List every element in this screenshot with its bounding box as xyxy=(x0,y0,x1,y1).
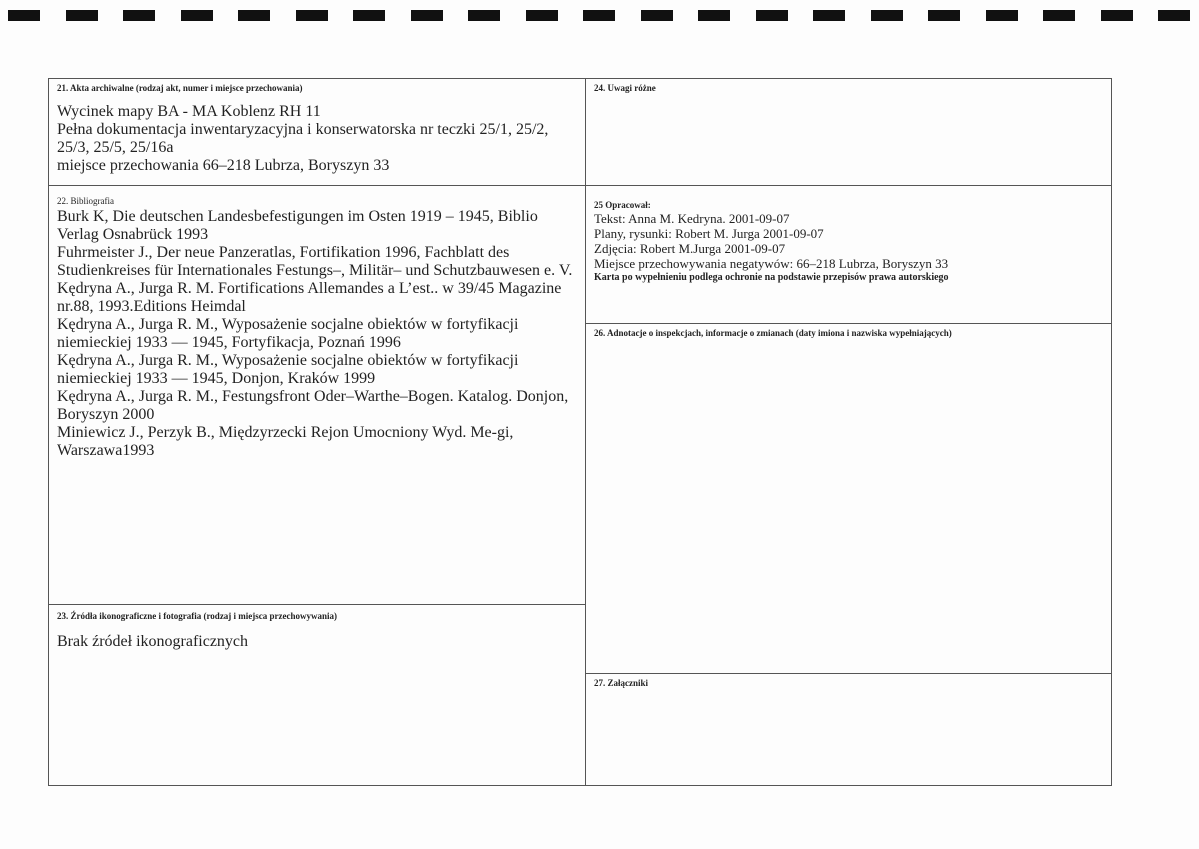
binding-hole xyxy=(1158,10,1190,21)
section-25-prepared-by xyxy=(585,185,1112,324)
binding-hole xyxy=(181,10,213,21)
bibliography-item: Kędryna A., Jurga R. M., Wyposażenie socjalne obiektów w fortyfikacji niemieckiej 1933 — 1945, Donjon, Kraków 1999 xyxy=(57,352,519,387)
binding-hole xyxy=(928,10,960,21)
section-26-inspection-notes xyxy=(585,323,1112,674)
binding-hole xyxy=(1043,10,1075,21)
binding-hole xyxy=(871,10,903,21)
section-22-bibliography xyxy=(48,185,586,605)
text-line: Miejsce przechowywania negatywów: 66–218 Lubrza, Boryszyn 33 xyxy=(594,256,949,271)
section-heading: 23. Źródła ikonograficzne i fotografia (rodzaj i miejsca przechowywania) xyxy=(57,611,338,621)
section-heading: 25 Opracował: xyxy=(594,200,651,210)
text-line: Brak źródeł ikonograficznych xyxy=(57,633,249,650)
binding-hole xyxy=(698,10,730,21)
bibliography-item: Miniewicz J., Perzyk B., Międzyrzecki Rejon Umocniony Wyd. Me-gi, Warszawa1993 xyxy=(57,424,514,459)
bibliography-item: Kędryna A., Jurga R. M. Fortifications Allemandes a L’est.. w 39/45 Magazine nr.88, 1993.Editions Heimdal xyxy=(57,280,562,315)
binding-hole xyxy=(353,10,385,21)
section-heading: 26. Adnotacje o inspekcjach, informacje o zmianach (daty imiona i nazwiska wypełniających) xyxy=(594,328,952,338)
section-24-remarks xyxy=(585,78,1112,186)
bibliography-item: Kędryna A., Jurga R. M., Festungsfront Oder–Warthe–Bogen. Katalog. Donjon, Boryszyn 2000 xyxy=(57,388,569,423)
section-heading: 22. Bibliografia xyxy=(57,196,114,206)
binding-holes xyxy=(0,10,1199,22)
section-heading: 24. Uwagi różne xyxy=(594,83,656,93)
binding-hole xyxy=(8,10,40,21)
binding-hole xyxy=(296,10,328,21)
binding-hole xyxy=(756,10,788,21)
text-line: Tekst: Anna M. Kedryna. 2001-09-07 xyxy=(594,211,790,226)
text-line: Wycinek mapy BA - MA Koblenz RH 11 xyxy=(57,103,321,120)
binding-hole xyxy=(813,10,845,21)
bibliography-item: Kędryna A., Jurga R. M., Wyposażenie socjalne obiektów w fortyfikacji niemieckiej 1933 — 1945, Fortyfikacja, Poznań 1996 xyxy=(57,316,519,351)
binding-hole xyxy=(526,10,558,21)
binding-hole xyxy=(641,10,673,21)
bibliography-item: Burk K, Die deutschen Landesbefestigungen im Osten 1919 – 1945, Biblio Verlag Osnabrück 1993 xyxy=(57,208,538,243)
binding-hole xyxy=(986,10,1018,21)
copyright-note: Karta po wypełnieniu podlega ochronie na podstawie przepisów prawa autorskiego xyxy=(594,272,949,283)
text-line: Pełna dokumentacja inwentaryzacyjna i konserwatorska nr teczki 25/1, 25/2, 25/3, 25/5, 25/16a xyxy=(57,121,549,156)
text-line: Zdjęcia: Robert M.Jurga 2001-09-07 xyxy=(594,241,786,256)
binding-hole xyxy=(583,10,615,21)
binding-hole xyxy=(411,10,443,21)
bibliography-item: Fuhrmeister J., Der neue Panzeratlas, Fortifikation 1996, Fachblatt des Studienkreises für Internationales Festungs–, Militär– und Schutzbauwesen e. V. xyxy=(57,244,573,279)
section-heading: 21. Akta archiwalne (rodzaj akt, numer i miejsce przechowania) xyxy=(57,83,303,93)
binding-hole xyxy=(1101,10,1133,21)
section-heading: 27. Załączniki xyxy=(594,678,649,688)
binding-hole xyxy=(238,10,270,21)
section-21-archival-records xyxy=(48,78,586,186)
binding-hole xyxy=(468,10,500,21)
text-line: Plany, rysunki: Robert M. Jurga 2001-09-07 xyxy=(594,226,824,241)
section-23-iconographic-sources xyxy=(48,604,586,786)
binding-hole xyxy=(66,10,98,21)
text-line: miejsce przechowania 66–218 Lubrza, Boryszyn 33 xyxy=(57,157,390,174)
section-27-attachments xyxy=(585,673,1112,786)
binding-hole xyxy=(123,10,155,21)
